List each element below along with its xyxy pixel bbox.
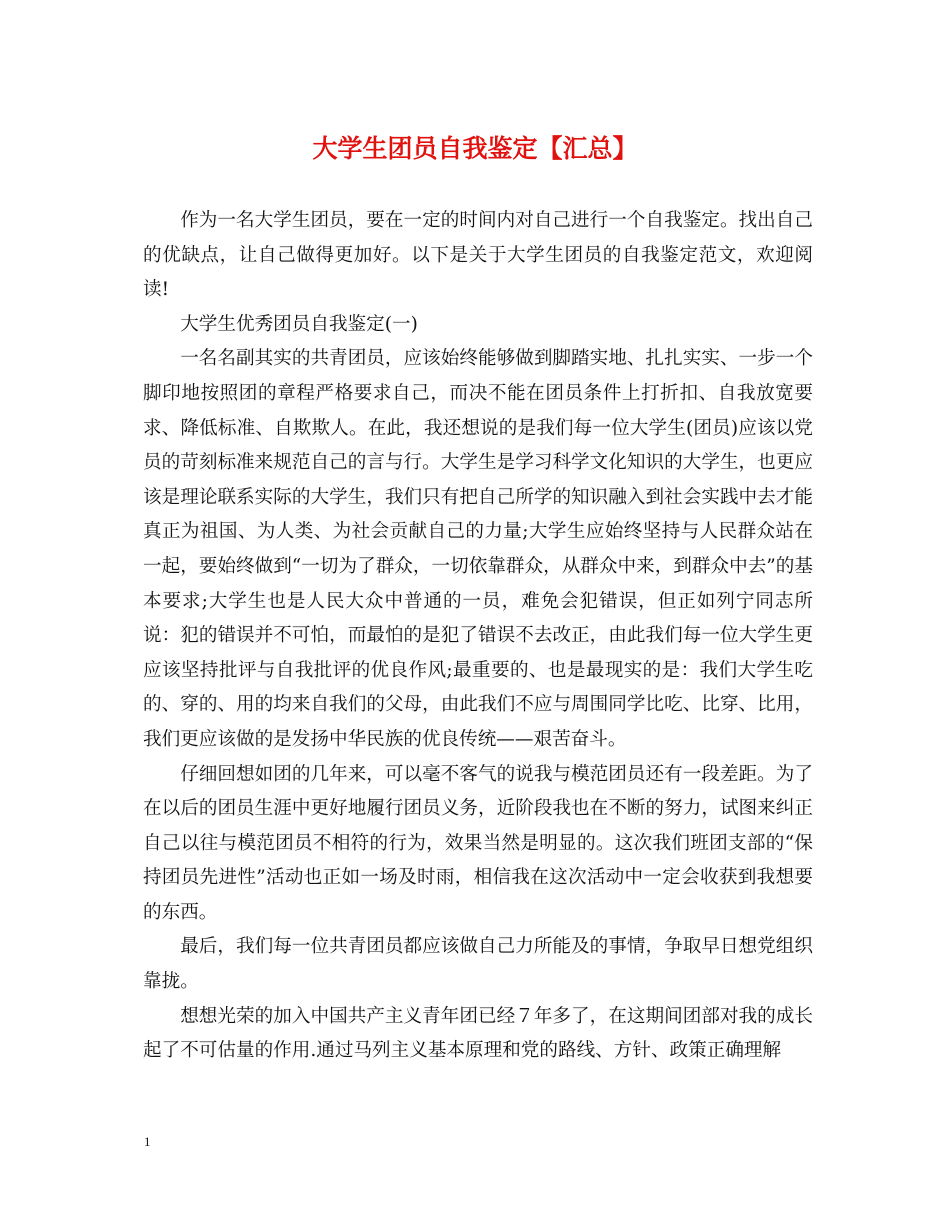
page-number: 1: [144, 1134, 151, 1149]
paragraph-intro: 作为一名大学生团员，要在一定的时间内对自己进行一个自我鉴定。找出自己的优缺点，让自己做得更加好。以下是关于大学生团员的自我鉴定范文，欢迎阅读!: [143, 210, 813, 301]
document-body: [143, 204, 813, 1069]
document-title: 大学生团员自我鉴定【汇总】: [312, 134, 638, 163]
paragraph-main: 一名名副其实的共青团员，应该始终能够做到脚踏实地、扎扎实实、一步一个脚印地按照团的章程严格要求自己，而决不能在团员条件上打折扣、自我放宽要求、降低标准、自欺欺人。在此，我还想说的是我们每一位大学生(团员)应该以党员的苛刻标准来规范自己的言与行。大学生是学习科学文化知识的大学生，也更应该是理论联系实际的大学生，我们只有把自己所学的知识融入到社会实践中去才能真正为祖国、为人类、为社会贡献自己的力量;大学生应始终坚持与人民群众站在一起，要始终做到“一切为了群众，一切依靠群众，从群众中来，到群众中去”的基本要求;大学生也是人民大众中普通的一员，难免会犯错误，但正如列宁同志所说：犯的错误并不可怕，而最怕的是犯了错误不去改正，由此我们每一位大学生更应该坚持批评与自我批评的优良作风;最重要的、也是最现实的是：我们大学生吃的、穿的、用的均来自我们的父母，由此我们不应与周围同学比吃、比穿、比用，我们更应该做的是发扬中华民族的优良传统——艰苦奋斗。: [143, 348, 813, 750]
section-heading: 大学生优秀团员自我鉴定(一): [180, 313, 418, 335]
paragraph-continued: 想想光荣的加入中国共产主义青年团已经７年多了，在这期间团部对我的成长起了不可估量的作用.通过马列主义基本原理和党的路线、方针、政策正确理解: [143, 1005, 813, 1062]
paragraph-reflection: 仔细回想如团的几年来，可以毫不客气的说我与模范团员还有一段差距。为了在以后的团员生涯中更好地履行团员义务，近阶段我也在不断的努力，试图来纠正自己以往与模范团员不相符的行为，效果当然是明显的。这次我们班团支部的“保持团员先进性”活动也正如一场及时雨，相信我在这次活动中一定会收获到我想要的东西。: [143, 763, 813, 923]
paragraph-conclusion: 最后，我们每一位共青团员都应该做自己力所能及的事情，争取早日想党组织靠拢。: [143, 936, 813, 993]
